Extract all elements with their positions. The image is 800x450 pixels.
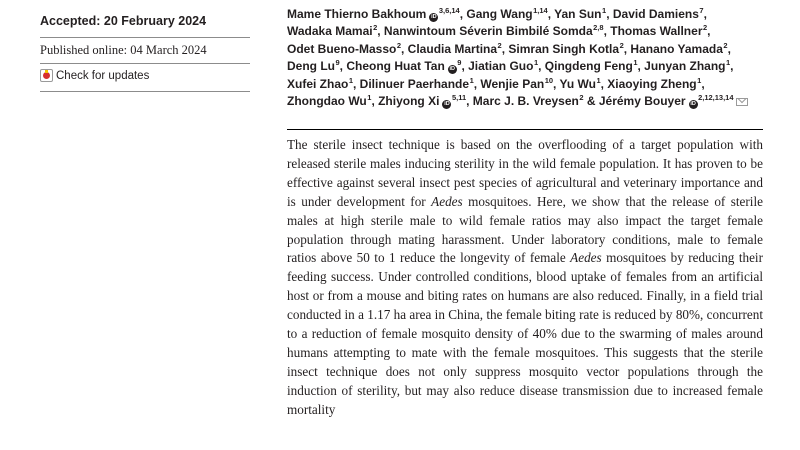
author-line bbox=[287, 89, 777, 106]
author-name: , Zhiyong Xi bbox=[371, 93, 440, 108]
abstract-text: mosquitoes. Here, we show that the release of sterile males at high sterile male to wild female ratios may also impact the target female population through mating harassment. Under laboratory conditions, male to female ratios above 50 to 1 reduce the longevity of female bbox=[287, 193, 763, 266]
affiliation-number: 5,11 bbox=[451, 92, 467, 102]
affiliation-number: 10 bbox=[544, 75, 554, 85]
author-name: , bbox=[701, 76, 705, 91]
mail-icon[interactable] bbox=[736, 98, 748, 106]
author-name: , Thomas Wallner bbox=[603, 24, 703, 39]
affiliation-number: 1,14 bbox=[533, 6, 548, 15]
accepted-date: Accepted: 20 February 2024 bbox=[40, 14, 207, 28]
author-name: , bbox=[703, 7, 707, 21]
affiliation-number: 1 bbox=[533, 58, 539, 68]
author-name: , Junyan Zhang bbox=[637, 59, 726, 74]
published-date: Published online: 04 March 2024 bbox=[40, 43, 207, 57]
author-name: , Marc J. B. Vreysen bbox=[466, 93, 579, 108]
divider bbox=[40, 37, 250, 38]
author-name: , Yu Wu bbox=[553, 76, 596, 91]
author-name: , Claudia Martina bbox=[401, 41, 498, 56]
divider bbox=[40, 63, 250, 64]
abstract-text: The sterile insect technique is based on the overflooding of a target population with released sterile males inducing sterility in the wild female population. It has proven to be effective against several insect pest species of agricultural and veterinary importance and is under development for bbox=[287, 137, 763, 209]
check-for-updates-link[interactable] bbox=[40, 69, 149, 82]
author-name: Zhongdao Wu bbox=[287, 93, 367, 108]
affiliation-number: 1 bbox=[348, 75, 354, 85]
affiliation-number: 9 bbox=[457, 58, 462, 68]
affiliation-number: 2 bbox=[723, 40, 728, 50]
author-line bbox=[287, 72, 777, 89]
author-name: , bbox=[707, 24, 711, 39]
author bbox=[730, 59, 733, 73]
affiliation-number: 2 bbox=[579, 92, 584, 102]
affiliation-number: 1 bbox=[596, 75, 601, 85]
author-name: Xufei Zhao bbox=[287, 76, 349, 91]
affiliation-number: 1 bbox=[726, 58, 731, 68]
crossmark-icon bbox=[40, 69, 53, 82]
author-line bbox=[287, 2, 777, 19]
author-name: , Jiatian Guo bbox=[461, 59, 534, 74]
author-name: , David Damiens bbox=[606, 7, 699, 21]
orcid-icon[interactable]: iD bbox=[431, 14, 437, 20]
affiliation-number: 2 bbox=[497, 40, 502, 50]
affiliation-number: 2,12,13,14 bbox=[698, 92, 734, 102]
affiliation-number: 3,6,14 bbox=[438, 6, 460, 15]
species-name: Aedes bbox=[570, 250, 602, 266]
author-name: Wadaka Mamai bbox=[287, 24, 373, 39]
orcid-icon[interactable]: iD bbox=[690, 100, 696, 107]
divider bbox=[40, 91, 250, 92]
affiliation-number: 1 bbox=[633, 58, 638, 68]
orcid-icon[interactable]: iD bbox=[444, 100, 450, 107]
author-name: , Yan Sun bbox=[547, 7, 602, 21]
affiliation-number: 7 bbox=[699, 6, 704, 15]
author-name: Odet Bueno-Masso bbox=[287, 41, 397, 56]
author-line bbox=[287, 54, 777, 74]
author bbox=[466, 94, 583, 108]
author-name: Mame Thierno Bakhoum bbox=[287, 7, 427, 21]
author-list bbox=[287, 2, 777, 106]
affiliation-number: 2 bbox=[396, 40, 402, 50]
author-name: Deng Lu bbox=[287, 59, 335, 74]
affiliation-number: 2 bbox=[619, 40, 624, 50]
affiliation-number: 1 bbox=[602, 6, 607, 15]
author-name: , bbox=[730, 59, 734, 74]
affiliation-number: 1 bbox=[697, 75, 702, 85]
author-name: , Qingdeng Feng bbox=[538, 59, 633, 74]
affiliation-number: 1 bbox=[367, 92, 372, 102]
author-name: , Dilinuer Paerhande bbox=[353, 76, 470, 91]
author bbox=[371, 94, 466, 108]
affiliation-number: 2 bbox=[702, 23, 708, 33]
author-name: & Jérémy Bouyer bbox=[583, 93, 686, 108]
affiliation-number: 9 bbox=[335, 58, 340, 68]
check-for-updates-label: Check for updates bbox=[56, 69, 150, 82]
author-name: , bbox=[727, 41, 731, 56]
affiliation-number: 2 bbox=[373, 23, 378, 33]
author-line bbox=[287, 37, 777, 54]
author-name: , Nanwintoum Séverin Bimbilé Somda bbox=[377, 24, 593, 39]
author-name: , Cheong Huat Tan bbox=[339, 59, 445, 74]
author-name: , Hanano Yamada bbox=[623, 41, 723, 56]
orcid-icon[interactable]: iD bbox=[449, 66, 456, 73]
author-name: , Gang Wang bbox=[459, 7, 533, 21]
affiliation-number: 2,8 bbox=[593, 23, 604, 33]
abstract-text: mosquitoes by reducing their feeding success. Under controlled conditions, blood uptake of females from an artificial host or from a mouse and biting rates on humans are also reduced. Finally, in a field trial conducted in a 1.17 ha area in China, the female biting rate is reduced by 80%, concurrent to a reduction of female mosquito density of 40% due to the swarming of males around humans attempting to mate with the female mosquitoes. This suggests that the sterile insect technique does not only suppress mosquito vector populations through the induction of sterility, but may also reduce disease transmission due to increased female mortality bbox=[287, 250, 763, 417]
author-name: , Xiaoying Zheng bbox=[600, 76, 697, 91]
abstract bbox=[287, 136, 763, 420]
abstract-divider bbox=[287, 129, 763, 130]
author bbox=[584, 94, 748, 108]
author-name: , Simran Singh Kotla bbox=[501, 41, 620, 56]
author bbox=[287, 94, 371, 108]
affiliation-number: 1 bbox=[469, 75, 474, 85]
author-line bbox=[287, 19, 777, 39]
species-name: Aedes bbox=[431, 193, 463, 209]
author-name: , Wenjie Pan bbox=[473, 76, 545, 91]
